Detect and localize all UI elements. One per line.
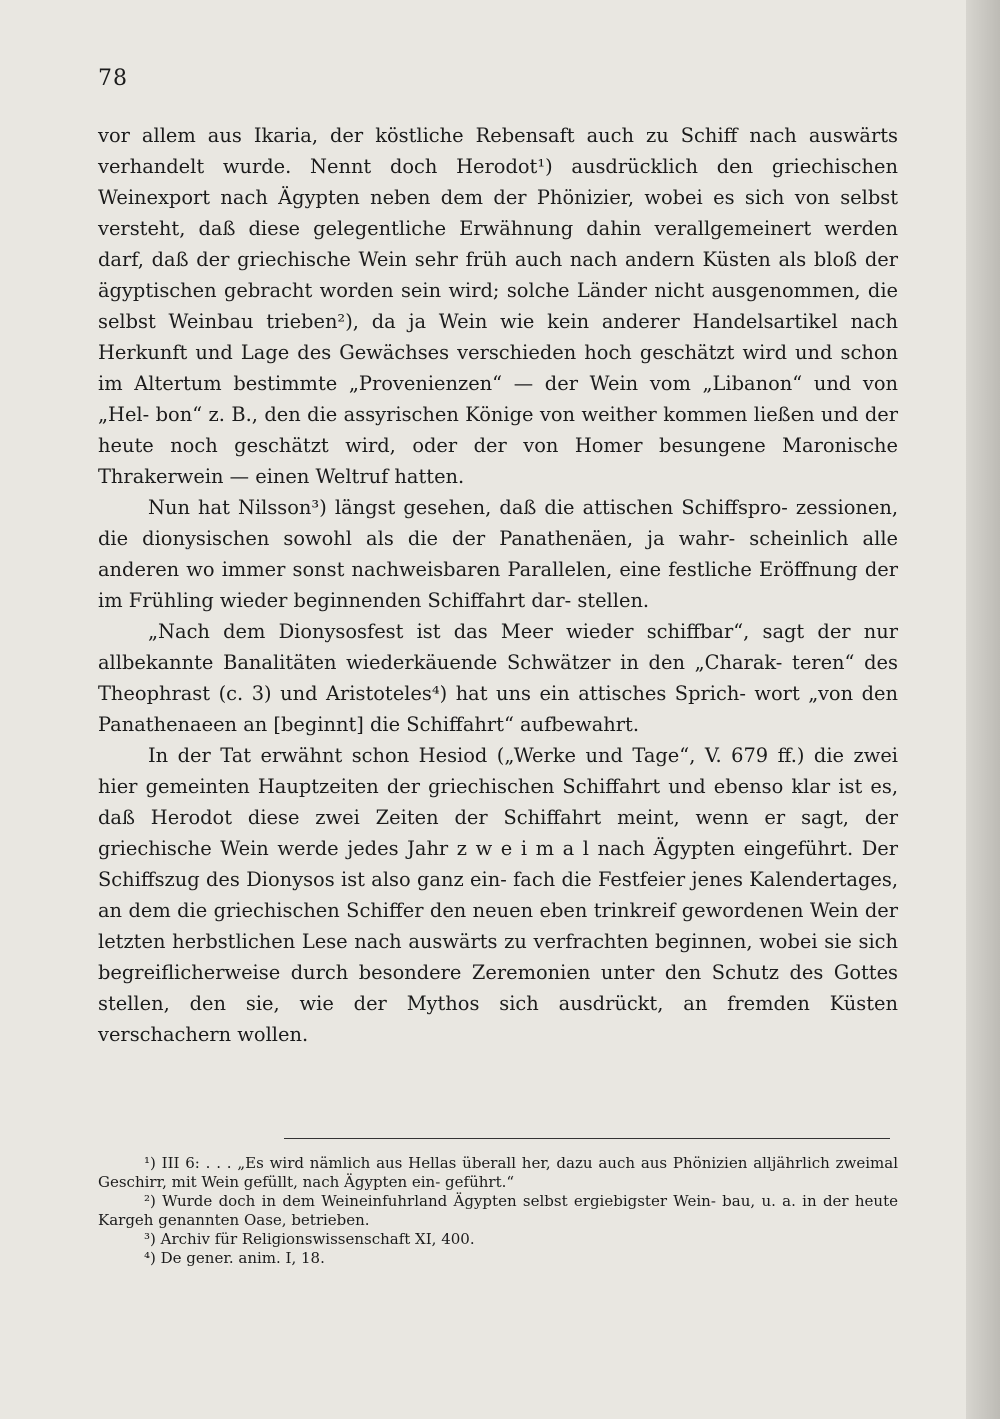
paragraph-4: In der Tat erwähnt schon Hesiod („Werke und Tage“, V. 679 ff.) die zwei hier gemeinten Hauptzeiten der griechischen Schiffahrt und ebenso klar ist es, daß Herodot diese zwei Zeiten der Schiffahrt meint, wenn er sagt, der griechische Wein werde jedes Jahr z w e i m a l nach Ägypten eingeführt. Der Schiffszug des Dionysos ist also ganz ein- fach die Festfeier jenes Kalendertages, an dem die griechischen Schiffer den neuen eben trinkreif gewordenen Wein der letzten herbstlichen Lese nach auswärts zu verfrachten beginnen, wobei sie sich begreiflicherweise durch besondere Zeremonien unter den Schutz des Gottes stellen, den sie, wie der Mythos sich ausdrückt, an fremden Küsten verschachern wollen. (98, 744, 898, 1046)
page-edge (966, 0, 1000, 1419)
footnote-1: ¹) III 6: . . . „Es wird nämlich aus Hellas überall her, dazu auch aus Phönizien alljährlich zweimal Geschirr, mit Wein gefüllt, nach Ägypten ein- geführt.“ (98, 1154, 898, 1191)
footnote-2: ²) Wurde doch in dem Weineinfuhrland Ägypten selbst ergiebigster Wein- bau, u. a. in der heute Kargeh genannten Oase, betrieben. (98, 1192, 898, 1229)
paragraph-2: Nun hat Nilsson³) längst gesehen, daß die attischen Schiffspro- zessionen, die dionysischen sowohl als die der Panathenäen, ja wahr- scheinlich alle anderen wo immer sonst nachweisbaren Parallelen, eine festliche Eröffnung der im Frühling wieder beginnenden Schiffahrt dar- stellen. (98, 496, 898, 612)
footnote-4: ⁴) De gener. anim. I, 18. (144, 1249, 325, 1267)
paragraph-1: vor allem aus Ikaria, der köstliche Rebensaft auch zu Schiff nach auswärts verhandelt wurde. Nennt doch Herodot¹) ausdrücklich den griechischen Weinexport nach Ägypten neben dem der Phönizier, wobei es sich von selbst versteht, daß diese gelegentliche Erwähnung dahin verallgemeinert werden darf, daß der griechische Wein sehr früh auch nach andern Küsten als bloß der ägyptischen gebracht worden sein wird; solche Länder nicht ausgenommen, die selbst Weinbau trieben²), da ja Wein wie kein anderer Handelsartikel nach Herkunft und Lage des Gewächses verschieden hoch geschätzt wird und schon im Altertum bestimmte „Provenienzen“ — der Wein vom „Libanon“ und von „Hel- bon“ z. B., den die assyrischen Könige von weither kommen ließen und der heute noch geschätzt wird, oder der von Homer besungene Maronische Thrakerwein — einen Weltruf hatten. (98, 124, 898, 488)
paragraph-3: „Nach dem Dionysosfest ist das Meer wieder schiffbar“, sagt der nur allbekannte Banalitäten wiederkäuende Schwätzer in den „Charak- teren“ des Theophrast (c. 3) und Aristoteles⁴) hat uns ein attisches Sprich- wort „von den Panathenaeen an [beginnt] die Schiffahrt“ aufbewahrt. (98, 620, 898, 736)
footnote-3: ³) Archiv für Religionswissenschaft XI, 400. (144, 1230, 475, 1248)
footnotes (98, 1154, 898, 1268)
main-text (98, 120, 898, 1050)
footnote-separator (284, 1138, 890, 1139)
page-number: 78 (98, 66, 128, 91)
